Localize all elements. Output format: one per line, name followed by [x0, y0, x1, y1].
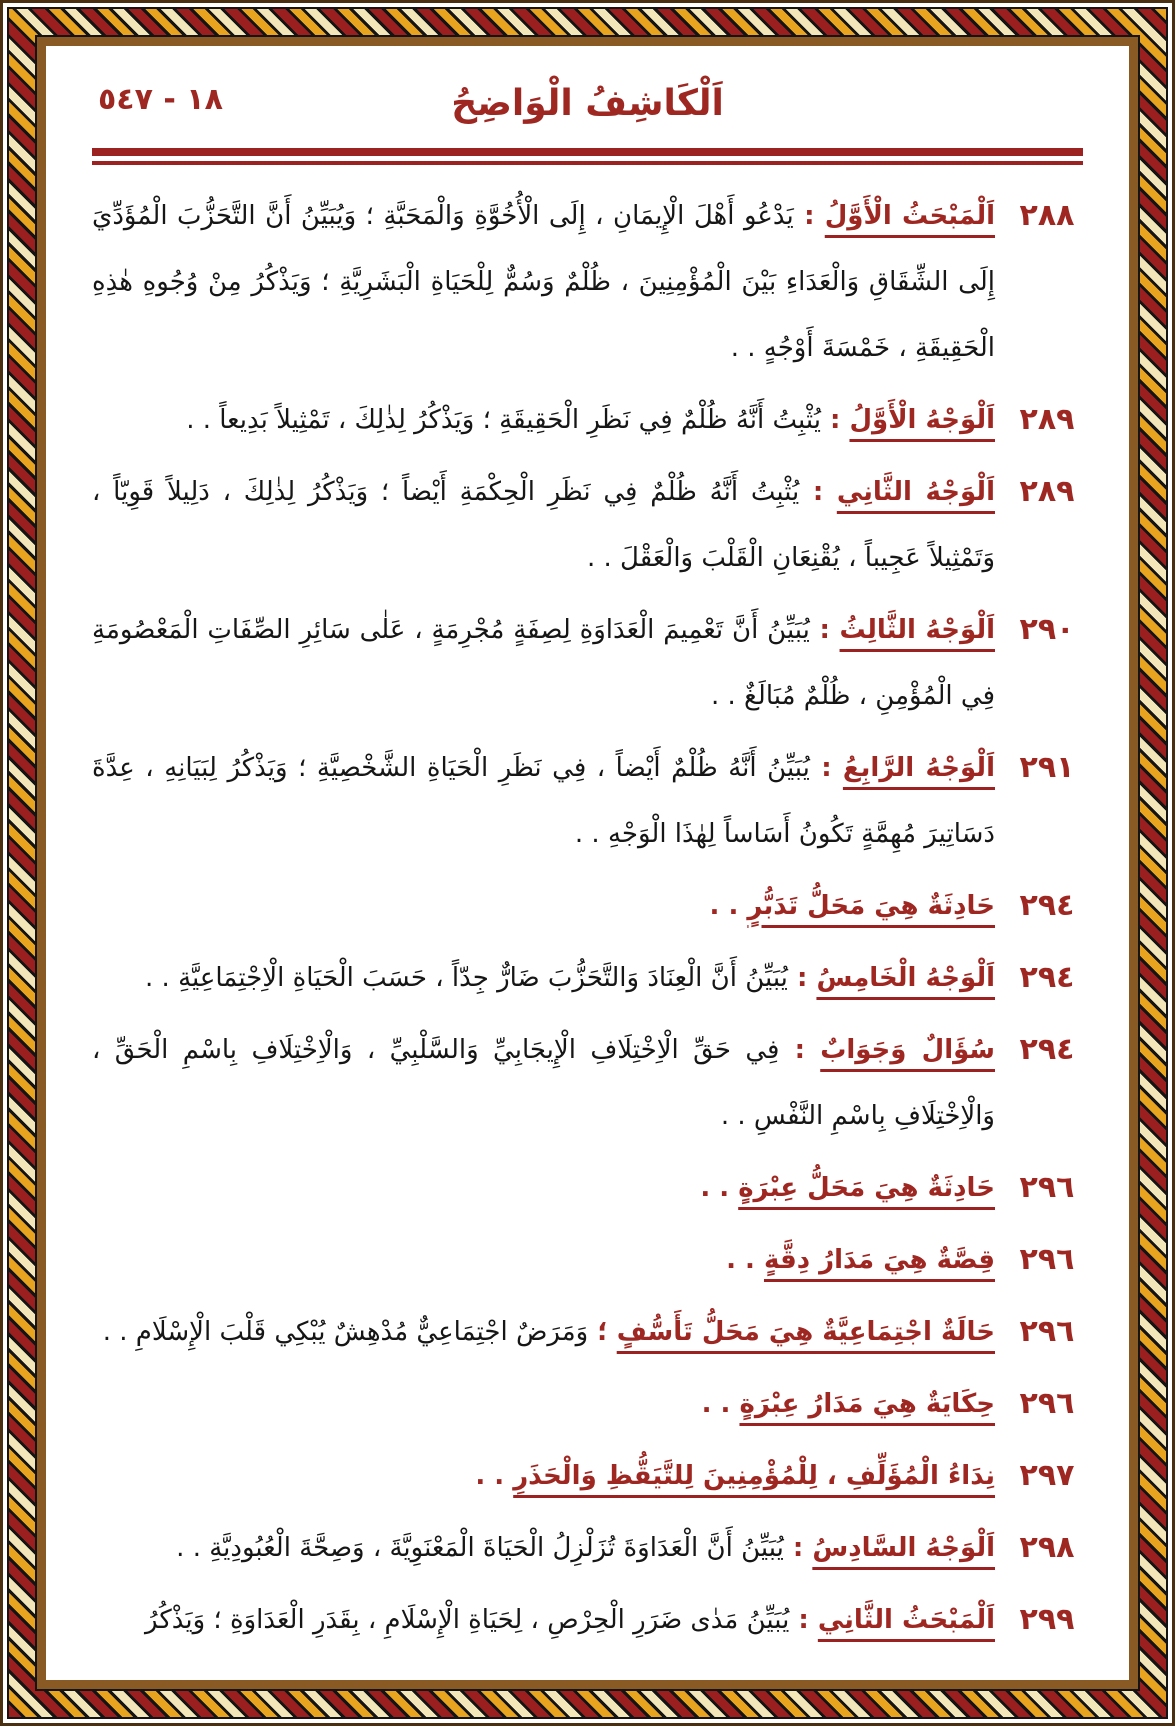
index-entry [92, 873, 1083, 939]
index-entry [92, 387, 1083, 453]
index-entry [92, 1299, 1083, 1365]
entry-body: يُثْبِتُ أَنَّهُ ظُلْمٌ فِي نَظَرِ الْحَقِيقَةِ ؛ وَيَذْكُرُ لِذٰلِكَ ، تَمْثِيلاً بَدِيعاً . . [186, 405, 821, 435]
entry-number: ٢٩٦ [1019, 1242, 1075, 1277]
entry-heading: قِصَّةٌ هِيَ مَدَارُ دِقَّةٍ [763, 1245, 995, 1275]
entry-text [92, 945, 995, 1011]
index-entries [92, 183, 1083, 1653]
entry-separator: : [799, 477, 837, 507]
entry-heading: حَادِثَةٌ هِيَ مَحَلُّ عِبْرَةٍ [738, 1173, 995, 1203]
header-double-rule [92, 148, 1083, 165]
entry-text [92, 1299, 995, 1365]
index-entry [92, 1443, 1083, 1509]
index-entry [92, 597, 1083, 729]
entry-text [92, 735, 995, 867]
entry-heading: حَادِثَةٌ هِيَ مَحَلُّ تَدَبُّرٍ [747, 891, 995, 921]
entry-separator: : [787, 963, 817, 993]
entry-body: وَمَرَضٌ اجْتِمَاعِيٌّ مُدْهِشٌ يُبْكِي قَلْبَ الْإِسْلَامِ . . [102, 1317, 589, 1347]
index-entry [92, 1371, 1083, 1437]
entry-tail-dots: . . [709, 891, 748, 921]
entry-body: يُبَيِّنُ أَنَّ الْعَدَاوَةَ تُزَلْزِلُ الْحَيَاةَ الْمَعْنَوِيَّةَ ، وَصِحَّةَ الْعُبُودِيَّةِ . . [176, 1533, 784, 1563]
entry-text [92, 1155, 995, 1221]
index-entry [92, 183, 1083, 381]
entry-tail-dots: . . [700, 1173, 739, 1203]
entry-number: ٢٩٦ [1019, 1170, 1075, 1205]
entry-separator: : [789, 1605, 818, 1635]
entry-number: ٢٩٠ [1019, 612, 1075, 647]
entry-text [92, 1443, 995, 1509]
entry-body: يُثْبِتُ أَنَّهُ ظُلْمٌ فِي نَظَرِ الْحِكْمَةِ أَيْضاً ؛ وَيَذْكُرُ لِذٰلِكَ ، دَلِيلاً قَوِيّاً ، وَتَمْثِيلاً عَجِيباً ، يُقْنِعَانِ الْقَلْبَ وَالْعَقْلَ . . [92, 477, 995, 573]
entry-heading: حِكَايَةٌ هِيَ مَدَارُ عِبْرَةٍ [739, 1389, 995, 1419]
entry-heading: حَالَةٌ اجْتِمَاعِيَّةٌ هِيَ مَحَلُّ تَأَسُّفٍ [616, 1317, 995, 1347]
entry-separator: : [820, 405, 850, 435]
entry-heading: اَلْوَجْهُ السَّادِسُ [812, 1533, 995, 1563]
entry-number: ٢٨٨ [1019, 198, 1075, 233]
page-frame-braid-ornament [9, 9, 1166, 1717]
entry-number: ٢٩٨ [1019, 1530, 1075, 1565]
index-entry [92, 735, 1083, 867]
entry-separator: : [779, 1035, 821, 1065]
page-frame-outer-line [7, 7, 1168, 1719]
entry-body: يُبَيِّنُ أَنَّهُ ظُلْمٌ أَيْضاً ، فِي نَظَرِ الْحَيَاةِ الشَّخْصِيَّةِ ؛ وَيَذْكُرُ لِبَيَانِهِ ، عِدَّةَ دَسَاتِيرَ مُهِمَّةٍ تَكُونُ أَسَاساً لِهٰذَا الْوَجْهِ . . [92, 753, 995, 849]
entry-tail-dots: . . [701, 1389, 740, 1419]
entry-number: ٢٩٦ [1019, 1314, 1075, 1349]
entry-number: ٢٨٩ [1019, 402, 1075, 437]
entry-body: فِي حَقِّ الْاِخْتِلَافِ الْإِيجَابِيِّ وَالسَّلْبِيِّ ، وَالْاِخْتِلَافِ بِاسْمِ الْحَقِّ ، وَالْاِخْتِلَافِ بِاسْمِ النَّفْسِ . . [92, 1035, 995, 1131]
entry-text [92, 873, 995, 939]
entry-separator: ؛ [588, 1317, 617, 1347]
index-entry [92, 1515, 1083, 1581]
entry-text [92, 387, 995, 453]
entry-separator: : [783, 1533, 813, 1563]
page-header [92, 72, 1083, 148]
index-entry [92, 1155, 1083, 1221]
page-frame-brown-band [37, 37, 1138, 1689]
entry-body: يُبَيِّنُ أَنَّ تَعْمِيمَ الْعَدَاوَةِ لِصِفَةٍ مُجْرِمَةٍ ، عَلٰى سَائِرِ الصِّفَاتِ الْمَعْصُومَةِ فِي الْمُؤْمِنِ ، ظُلْمٌ مُبَالَغٌ . . [92, 615, 995, 711]
entry-text [92, 459, 995, 591]
entry-heading: اَلْوَجْهُ الثَّالِثُ [839, 615, 995, 645]
entry-number: ٢٩١ [1019, 750, 1075, 785]
entry-text [92, 1515, 995, 1581]
page-frame-inner-line [35, 35, 1140, 1691]
index-entry [92, 945, 1083, 1011]
entry-heading: اَلْوَجْهُ الرَّابِعُ [842, 753, 995, 783]
entry-separator: : [793, 201, 825, 231]
entry-heading: اَلْوَجْهُ الْخَامِسُ [816, 963, 995, 993]
index-entry [92, 1017, 1083, 1149]
entry-heading: اَلْمَبْحَثُ الْأَوَّلُ [824, 201, 995, 231]
page-number: ١٨ - ٥٤٧ [98, 82, 223, 117]
entry-heading: نِدَاءُ الْمُؤَلِّفِ ، لِلْمُؤْمِنِينَ لِلتَّيَقُّظِ وَالْحَذَرِ [513, 1461, 995, 1491]
entry-number: ٢٩٦ [1019, 1386, 1075, 1421]
entry-number: ٢٩٩ [1019, 1602, 1075, 1637]
entry-text [92, 1371, 995, 1437]
page-content [46, 46, 1129, 1680]
entry-separator: : [809, 615, 840, 645]
entry-body: يُبَيِّنُ مَدٰى ضَرَرِ الْحِرْصِ ، لِحَيَاةِ الْإِسْلَامِ ، بِقَدَرِ الْعَدَاوَةِ ؛ وَيَذْكُرُ [145, 1605, 790, 1635]
entry-text [92, 1017, 995, 1149]
entry-number: ٢٩٤ [1019, 960, 1075, 995]
entry-tail-dots: . . [475, 1461, 514, 1491]
entry-number: ٢٩٤ [1019, 1032, 1075, 1067]
page-title: اَلْكَاشِفُ الْوَاضِحُ [451, 83, 724, 124]
entry-heading: اَلْمَبْحَثُ الثَّانِي [817, 1605, 995, 1635]
entry-text [92, 597, 995, 729]
entry-body: يَدْعُو أَهْلَ الْإِيمَانِ ، إِلَى الْأُخُوَّةِ وَالْمَحَبَّةِ ؛ وَيُبَيِّنُ أَنَّ التَّحَزُّبَ الْمُؤَدِّيَ إِلَى الشِّقَاقِ وَالْعَدَاءِ بَيْنَ الْمُؤْمِنِينَ ، ظُلْمٌ وَسُمٌّ لِلْحَيَاةِ الْبَشَرِيَّةِ ؛ وَيَذْكُرُ مِنْ وُجُوهِ هٰذِهِ الْحَقِيقَةِ ، خَمْسَةَ أَوْجُهٍ . . [92, 201, 995, 363]
entry-heading: اَلْوَجْهُ الْأَوَّلُ [849, 405, 995, 435]
index-entry [92, 1587, 1083, 1653]
entry-separator: : [809, 753, 843, 783]
entry-text [92, 183, 995, 381]
entry-text [92, 1227, 995, 1293]
entry-number: ٢٩٧ [1019, 1458, 1075, 1493]
entry-heading: سُؤَالٌ وَجَوَابٌ [820, 1035, 995, 1065]
entry-heading: اَلْوَجْهُ الثَّانِي [836, 477, 995, 507]
entry-tail-dots: . . [726, 1245, 764, 1275]
entry-number: ٢٩٤ [1019, 888, 1075, 923]
index-entry [92, 1227, 1083, 1293]
index-entry [92, 459, 1083, 591]
entry-body: يُبَيِّنُ أَنَّ الْعِنَادَ وَالتَّحَزُّبَ ضَارٌّ جِدّاً ، حَسَبَ الْحَيَاةِ الْاِجْتِمَاعِيَّةِ . . [145, 963, 788, 993]
entry-number: ٢٨٩ [1019, 474, 1075, 509]
entry-text [92, 1587, 995, 1653]
